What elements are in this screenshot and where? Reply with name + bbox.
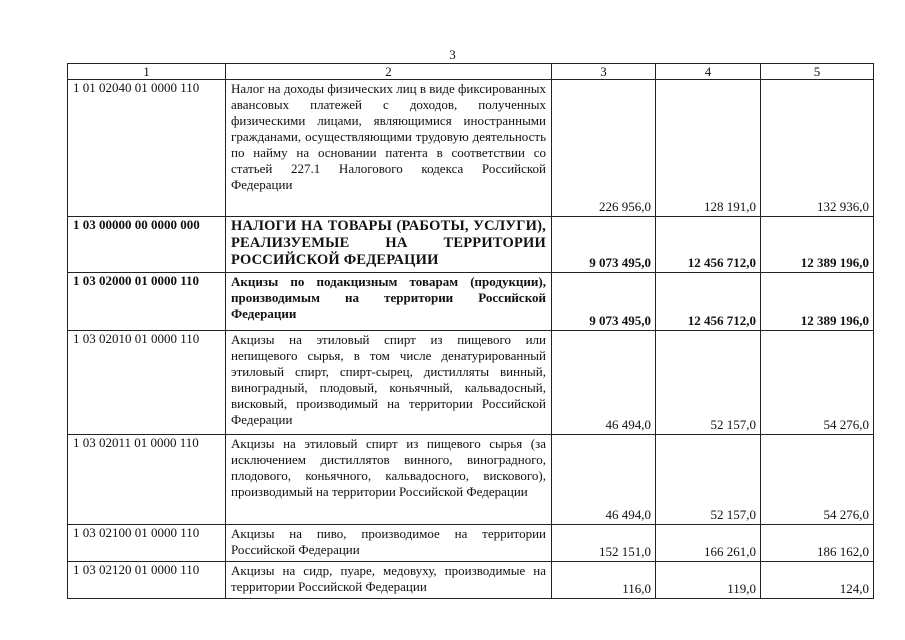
value-col-4: 119,0 xyxy=(656,562,761,599)
budget-code: 1 01 02040 01 0000 110 xyxy=(68,80,226,217)
value-col-3: 226 956,0 xyxy=(552,80,656,217)
value-col-3: 9 073 495,0 xyxy=(552,217,656,273)
value-col-5: 54 276,0 xyxy=(761,331,874,435)
column-header-5: 5 xyxy=(761,64,874,80)
column-header-1: 1 xyxy=(68,64,226,80)
value-col-5: 124,0 xyxy=(761,562,874,599)
value-col-3: 46 494,0 xyxy=(552,331,656,435)
table-row xyxy=(68,562,874,599)
value-col-4: 166 261,0 xyxy=(656,525,761,562)
revenue-name: Акцизы на этиловый спирт из пищевого сырья (за исключением дистиллятов винного, виноградного, плодового, коньячного, кальвадосного, вискового), производимый на территории Российской Федерации xyxy=(226,435,552,525)
page-number: 3 xyxy=(449,47,456,62)
budget-code: 1 03 02100 01 0000 110 xyxy=(68,525,226,562)
value-col-5: 132 936,0 xyxy=(761,80,874,217)
table-row xyxy=(68,217,874,273)
value-col-5: 186 162,0 xyxy=(761,525,874,562)
budget-code: 1 03 00000 00 0000 000 xyxy=(68,217,226,273)
value-col-3: 46 494,0 xyxy=(552,435,656,525)
value-col-5: 12 389 196,0 xyxy=(761,273,874,331)
table-row xyxy=(68,435,874,525)
value-col-5: 12 389 196,0 xyxy=(761,217,874,273)
header-row xyxy=(68,64,874,80)
budget-table xyxy=(67,63,874,599)
revenue-name: Акцизы на сидр, пуаре, медовуху, производимые на территории Российской Федерации xyxy=(226,562,552,599)
revenue-name: Акцизы по подакцизным товарам (продукции), производимым на территории Российской Федерации xyxy=(226,273,552,331)
value-col-5: 54 276,0 xyxy=(761,435,874,525)
budget-code: 1 03 02010 01 0000 110 xyxy=(68,331,226,435)
value-col-4: 52 157,0 xyxy=(656,331,761,435)
budget-code: 1 03 02011 01 0000 110 xyxy=(68,435,226,525)
value-col-4: 12 456 712,0 xyxy=(656,273,761,331)
table-row xyxy=(68,525,874,562)
table-row xyxy=(68,331,874,435)
column-header-3: 3 xyxy=(552,64,656,80)
value-col-3: 116,0 xyxy=(552,562,656,599)
value-col-4: 128 191,0 xyxy=(656,80,761,217)
column-header-4: 4 xyxy=(656,64,761,80)
value-col-4: 12 456 712,0 xyxy=(656,217,761,273)
revenue-name: Акцизы на этиловый спирт из пищевого или непищевого сырья, в том числе денатурированный этиловый спирт, спирт-сырец, дистилляты винный, виноградный, плодовый, коньячный, кальвадосный, висковый, производимый на территории Российской Федерации xyxy=(226,331,552,435)
revenue-name: Налог на доходы физических лиц в виде фиксированных авансовых платежей с доходов, полученных физическими лицами, являющимися иностранными гражданами, осуществляющими трудовую деятельность по найму на основании патента в соответствии со статьей 227.1 Налогового кодекса Российской Федерации xyxy=(226,80,552,217)
column-header-2: 2 xyxy=(226,64,552,80)
revenue-name: НАЛОГИ НА ТОВАРЫ (РАБОТЫ, УСЛУГИ), РЕАЛИЗУЕМЫЕ НА ТЕРРИТОРИИ РОССИЙСКОЙ ФЕДЕРАЦИИ xyxy=(226,217,552,273)
value-col-4: 52 157,0 xyxy=(656,435,761,525)
revenue-name: Акцизы на пиво, производимое на территории Российской Федерации xyxy=(226,525,552,562)
value-col-3: 152 151,0 xyxy=(552,525,656,562)
budget-code: 1 03 02120 01 0000 110 xyxy=(68,562,226,599)
table-row xyxy=(68,273,874,331)
table-row xyxy=(68,80,874,217)
value-col-3: 9 073 495,0 xyxy=(552,273,656,331)
budget-code: 1 03 02000 01 0000 110 xyxy=(68,273,226,331)
